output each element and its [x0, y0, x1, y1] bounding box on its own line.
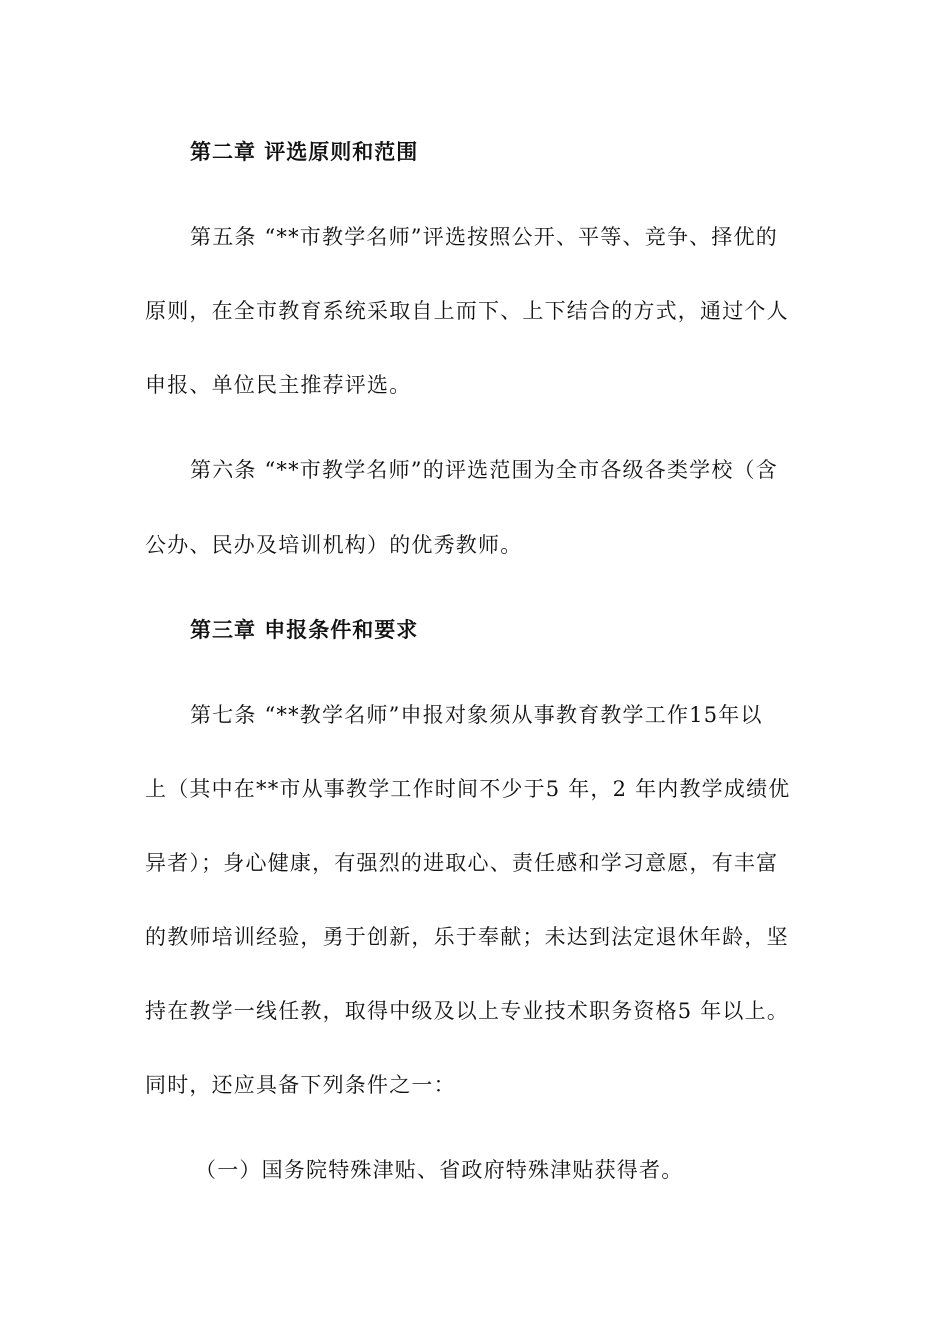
- article-7-line-2: 上（其中在**市从事教学工作时间不少于5 年，2 年内教学成绩优: [145, 777, 791, 801]
- condition-item-1: （一）国务院特殊津贴、省政府特殊津贴获得者。: [195, 1158, 684, 1182]
- article-7-line-4: 的教师培训经验，勇于创新，乐于奉献；未达到法定退休年龄，坚: [145, 925, 789, 949]
- article-5-line-2: 原则，在全市教育系统采取自上而下、上下结合的方式，通过个人: [145, 299, 789, 323]
- article-7-line-1: 第七条 “**教学名师”申报对象须从事教育教学工作15年以: [190, 703, 763, 727]
- article-6-line-2: 公办、民办及培训机构）的优秀教师。: [145, 533, 523, 557]
- chapter-3-heading: 第三章 申报条件和要求: [190, 618, 419, 642]
- article-5-line-1: 第五条 “**市教学名师”评选按照公开、平等、竞争、择优的: [190, 225, 778, 249]
- article-7-line-5: 持在教学一线任教，取得中级及以上专业技术职务资格5 年以上。: [145, 999, 790, 1023]
- article-5-line-3: 申报、单位民主推荐评选。: [145, 373, 412, 397]
- article-6-line-1: 第六条 “**市教学名师”的评选范围为全市各级各类学校（含: [190, 458, 778, 482]
- article-7-line-3: 异者）；身心健康，有强烈的进取心、责任感和学习意愿，有丰富: [145, 851, 779, 875]
- article-7-line-6: 同时，还应具备下列条件之一：: [145, 1073, 456, 1097]
- chapter-2-heading: 第二章 评选原则和范围: [190, 140, 419, 164]
